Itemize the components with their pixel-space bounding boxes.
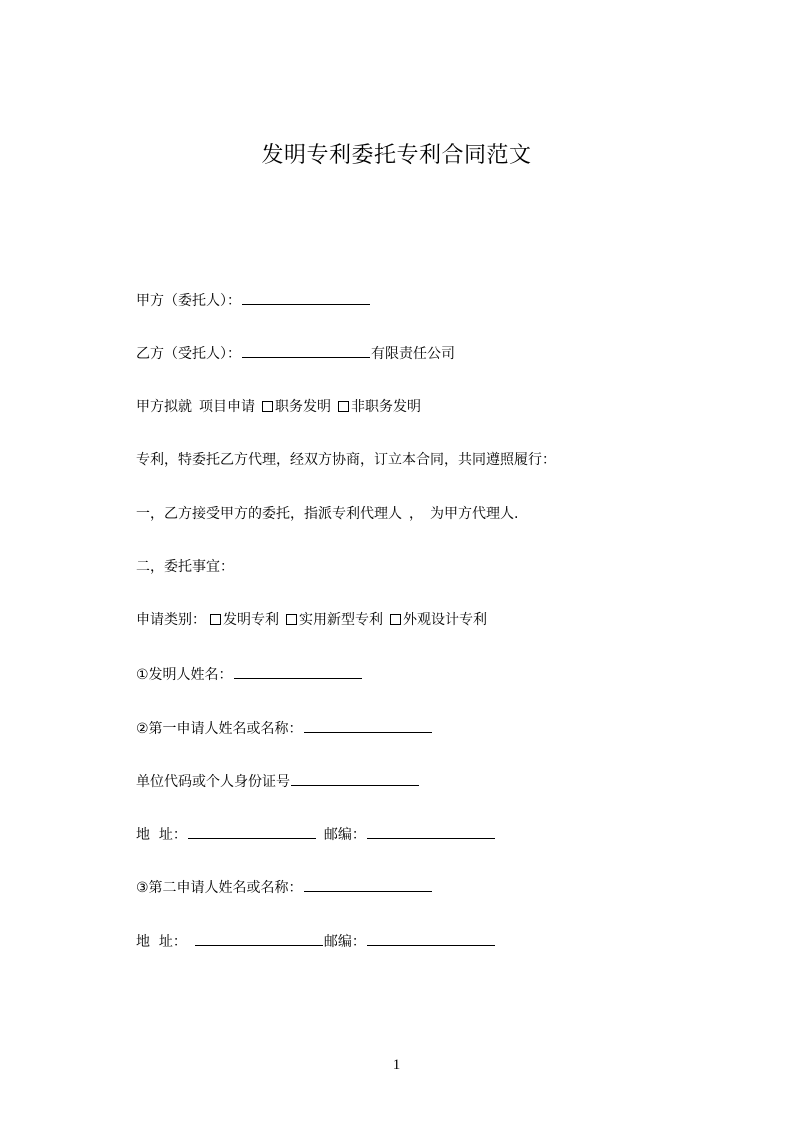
page-number: 1: [392, 1057, 401, 1073]
clause-1-part-3: 为甲方代理人.: [430, 506, 519, 522]
project-prefix: 甲方拟就: [136, 399, 192, 415]
postcode-blank-1[interactable]: [367, 824, 495, 839]
address-blank-1[interactable]: [188, 824, 316, 839]
option-design-patent: 外观设计专利: [403, 612, 487, 628]
first-applicant-line: [136, 718, 433, 739]
application-type-line: [136, 610, 487, 630]
party-b-suffix: 有限责任公司: [371, 346, 455, 362]
first-applicant-label: ②第一申请人姓名或名称：: [136, 721, 303, 737]
option-non-service-invention: 非职务发明: [351, 399, 421, 415]
document-title: 发明专利委托专利合同范文: [261, 143, 532, 168]
option-service-invention: 职务发明: [275, 399, 331, 415]
party-a-blank[interactable]: [242, 290, 370, 305]
clause-1-part-2: ，: [409, 506, 423, 522]
address-line-1: [136, 824, 496, 845]
checkbox-utility-model[interactable]: [286, 614, 297, 625]
party-a-label: 甲方（委托人）：: [136, 293, 241, 309]
option-invention-patent: 发明专利: [223, 612, 279, 628]
id-code-blank[interactable]: [291, 771, 419, 786]
party-b-line: [136, 343, 455, 364]
intro-text: 专利，特委托乙方代理，经双方协商，订立本合同，共同遵照履行：: [136, 452, 556, 468]
checkbox-design-patent[interactable]: [390, 614, 401, 625]
checkbox-invention-patent[interactable]: [210, 614, 221, 625]
inventor-name-blank[interactable]: [234, 664, 362, 679]
checkbox-non-service-invention[interactable]: [338, 401, 349, 412]
postcode-label-1: 邮编：: [323, 827, 366, 843]
party-b-label: 乙方（受托人）：: [136, 346, 241, 362]
party-b-blank[interactable]: [242, 343, 370, 358]
clause-1-line: [136, 504, 518, 524]
first-applicant-blank[interactable]: [304, 718, 432, 733]
application-type-label: 申请类别：: [136, 612, 206, 628]
clause-2-heading: 二，委托事宜：: [136, 559, 234, 575]
checkbox-service-invention[interactable]: [262, 401, 273, 412]
address-label-1: 地 址：: [136, 827, 187, 843]
second-applicant-label: ③第二申请人姓名或名称：: [136, 880, 303, 896]
postcode-blank-2[interactable]: [367, 931, 495, 946]
address-label-2: 地 址：: [136, 934, 187, 950]
option-utility-model: 实用新型专利: [299, 612, 383, 628]
inventor-name-line: [136, 664, 363, 685]
party-a-line: [136, 290, 371, 311]
address-line-2: [136, 931, 496, 952]
id-code-label: 单位代码或个人身份证号: [136, 774, 290, 790]
inventor-name-label: ①发明人姓名：: [136, 667, 233, 683]
project-middle: 项目申请: [199, 399, 255, 415]
clause-1-part-1: 一，乙方接受甲方的委托，指派专利代理人: [136, 506, 402, 522]
address-blank-2[interactable]: [195, 931, 323, 946]
id-code-line: [136, 771, 420, 792]
second-applicant-line: [136, 877, 433, 898]
postcode-label-2: 邮编：: [323, 934, 366, 950]
second-applicant-blank[interactable]: [304, 877, 432, 892]
project-line: [136, 397, 421, 417]
